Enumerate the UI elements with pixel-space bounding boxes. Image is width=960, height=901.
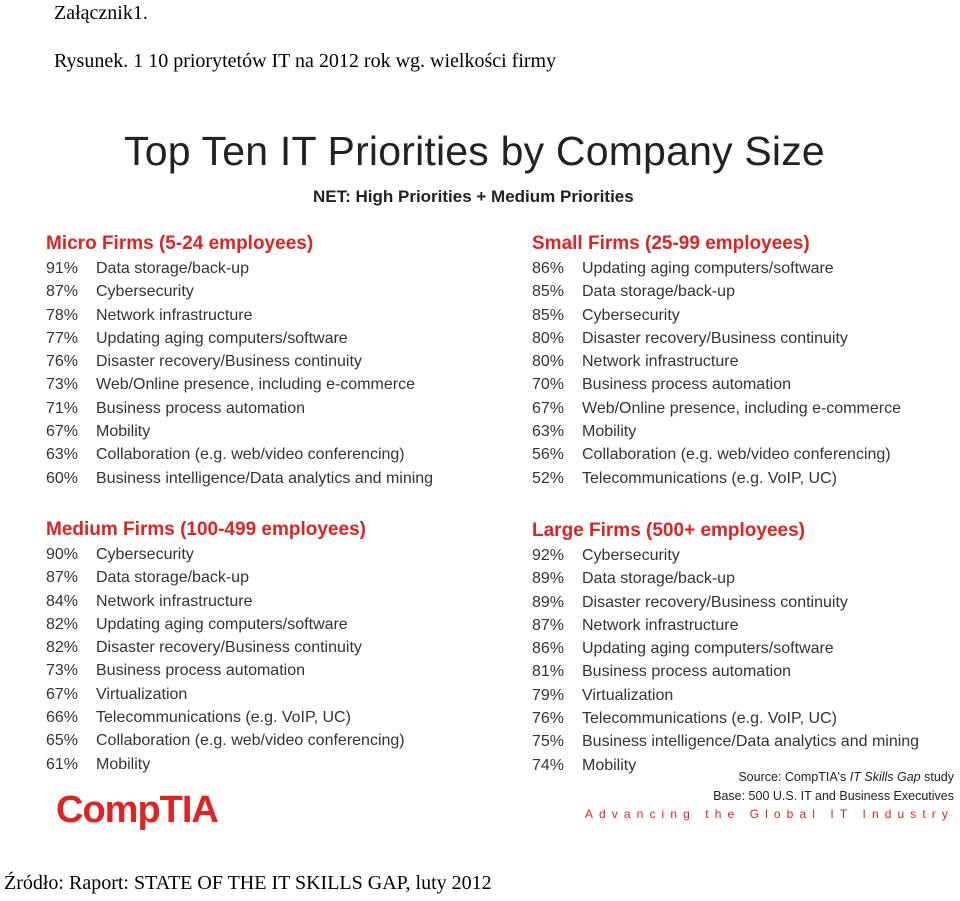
priority-label: Cybersecurity (582, 306, 680, 324)
comptia-logo-graphic (54, 784, 234, 834)
priority-label: Cybersecurity (96, 546, 194, 563)
priority-row (532, 707, 960, 730)
priority-percent: 81% (532, 663, 565, 681)
figure-caption: Rysunek. 1 10 priorytetów IT na 2012 rok wg. wielkości firmy (54, 50, 557, 72)
priority-row (46, 397, 486, 420)
priority-percent: 80% (532, 329, 565, 347)
priority-label: Mobility (582, 756, 637, 774)
priority-label: Data storage/back-up (96, 260, 249, 277)
priority-percent: 65% (46, 732, 79, 750)
priority-row (46, 753, 486, 776)
priority-percent: 92% (532, 547, 565, 564)
priority-label: Business intelligence/Data analytics and mining (582, 733, 920, 751)
priority-label: Telecommunications (e.g. VoIP, UC) (582, 710, 837, 728)
priority-row (532, 660, 960, 683)
priority-label: Disaster recovery/Business continuity (96, 353, 362, 371)
priority-percent: 90% (46, 546, 79, 563)
priority-row (532, 373, 960, 396)
priority-row (532, 591, 960, 614)
priority-row (46, 327, 486, 350)
priority-label: Web/Online presence, including e-commerce (96, 376, 415, 394)
priority-label: Cybersecurity (96, 283, 194, 301)
small-firms-block (532, 231, 960, 490)
comptia-logo-text: CompTIA (56, 789, 218, 831)
priority-percent: 80% (532, 353, 565, 371)
priority-percent: 75% (532, 733, 565, 751)
priority-label: Updating aging computers/software (96, 615, 348, 633)
priority-row (46, 280, 486, 303)
medium-firms-block (46, 517, 486, 776)
priority-label: Virtualization (96, 685, 188, 703)
priority-label: Disaster recovery/Business continuity (582, 329, 848, 347)
source-line (713, 768, 954, 787)
priority-percent: 70% (532, 376, 565, 394)
priority-label: Cybersecurity (582, 547, 680, 564)
priority-row (532, 567, 960, 590)
priority-percent: 89% (532, 570, 565, 588)
priority-label: Data storage/back-up (582, 570, 735, 588)
priority-percent: 82% (46, 615, 79, 633)
priority-row (46, 683, 486, 706)
priority-label: Network infrastructure (582, 353, 739, 371)
priority-row (532, 544, 960, 567)
attachment-label: Załącznik1. (54, 2, 148, 24)
priority-percent: 74% (532, 756, 565, 774)
priority-row (46, 467, 486, 490)
priority-label: Network infrastructure (96, 592, 253, 610)
priority-label: Telecommunications (e.g. VoIP, UC) (582, 469, 837, 487)
priority-row (46, 257, 486, 280)
block-heading: Large Firms (500+ employees) (532, 520, 805, 541)
priority-label: Disaster recovery/Business continuity (582, 593, 848, 611)
priority-row (46, 420, 486, 443)
priority-row (532, 614, 960, 637)
priority-label: Mobility (582, 423, 637, 441)
source-prefix: Source: CompTIA's (738, 770, 850, 784)
priority-label: Network infrastructure (96, 306, 253, 324)
priority-label: Business process automation (582, 376, 791, 394)
priority-row (532, 637, 960, 660)
priority-label: Web/Online presence, including e-commerce (582, 399, 901, 417)
priority-label: Mobility (96, 423, 151, 441)
source-study: IT Skills Gap (849, 770, 921, 784)
priority-percent: 84% (46, 592, 79, 610)
priority-label: Network infrastructure (582, 616, 739, 634)
source-footer: Źródło: Raport: STATE OF THE IT SKILLS GAP, luty 2012 (4, 872, 492, 894)
priority-percent: 87% (46, 569, 79, 587)
priority-percent: 71% (46, 399, 79, 417)
priority-row (532, 350, 960, 373)
priority-row (46, 706, 486, 729)
priority-row (532, 304, 960, 327)
priority-row (46, 304, 486, 327)
priority-label: Collaboration (e.g. web/video conferencing) (96, 446, 405, 464)
priority-percent: 85% (532, 283, 565, 301)
priority-row (532, 327, 960, 350)
micro-firms-block (46, 231, 486, 490)
priority-percent: 91% (46, 260, 79, 277)
priority-row (532, 420, 960, 443)
priority-label: Collaboration (e.g. web/video conferencing) (96, 732, 405, 750)
priority-row (46, 613, 486, 636)
priority-percent: 73% (46, 376, 79, 394)
priority-label: Business intelligence/Data analytics and mining (96, 469, 434, 487)
block-heading: Micro Firms (5-24 employees) (46, 233, 314, 254)
priority-percent: 67% (532, 399, 565, 417)
priority-percent: 73% (46, 662, 79, 680)
priority-row (532, 730, 960, 753)
priority-percent: 85% (532, 306, 565, 324)
priority-percent: 76% (46, 353, 79, 371)
priority-label: Updating aging computers/software (582, 640, 834, 658)
block-heading: Medium Firms (100-499 employees) (46, 519, 366, 540)
priority-row (46, 729, 486, 752)
priority-label: Collaboration (e.g. web/video conferencing) (582, 446, 891, 464)
priority-percent: 86% (532, 260, 565, 277)
priority-row (532, 443, 960, 466)
comptia-logo (54, 784, 234, 834)
priority-percent: 52% (532, 469, 565, 487)
priority-label: Updating aging computers/software (582, 260, 834, 277)
priority-row (532, 684, 960, 707)
infographic-subtitle: NET: High Priorities + Medium Priorities (313, 187, 634, 206)
priority-label: Business process automation (96, 662, 305, 680)
priority-percent: 67% (46, 423, 79, 441)
priority-label: Virtualization (582, 686, 674, 704)
priority-percent: 87% (46, 283, 79, 301)
priority-label: Telecommunications (e.g. VoIP, UC) (96, 709, 351, 727)
priority-row (532, 257, 960, 280)
priority-percent: 87% (532, 616, 565, 634)
priority-row (46, 543, 486, 566)
priority-label: Mobility (96, 755, 151, 773)
priority-row (46, 636, 486, 659)
priority-row (46, 566, 486, 589)
priority-percent: 63% (46, 446, 79, 464)
priority-percent: 60% (46, 469, 79, 487)
priority-percent: 66% (46, 709, 79, 727)
priority-row (46, 443, 486, 466)
source-note (713, 768, 954, 806)
priority-percent: 89% (532, 593, 565, 611)
priority-row (532, 280, 960, 303)
block-heading: Small Firms (25-99 employees) (532, 233, 810, 254)
priority-label: Data storage/back-up (96, 569, 249, 587)
priority-percent: 78% (46, 306, 79, 324)
priority-row (532, 397, 960, 420)
priority-row (46, 350, 486, 373)
priority-label: Data storage/back-up (582, 283, 735, 301)
base-line: Base: 500 U.S. IT and Business Executives (713, 789, 954, 803)
priority-percent: 82% (46, 639, 79, 657)
infographic (40, 118, 960, 830)
priority-row (532, 467, 960, 490)
infographic-title: Top Ten IT Priorities by Company Size (124, 128, 825, 174)
priority-label: Disaster recovery/Business continuity (96, 639, 362, 657)
tagline: Advancing the Global IT Industry (584, 807, 954, 821)
priority-percent: 77% (46, 329, 79, 347)
priority-label: Business process automation (582, 663, 791, 681)
large-firms-block (532, 518, 960, 777)
priority-row (46, 659, 486, 682)
priority-percent: 79% (532, 686, 565, 704)
source-suffix: study (920, 770, 954, 784)
priority-percent: 63% (532, 423, 565, 441)
priority-percent: 61% (46, 755, 79, 773)
priority-label: Business process automation (96, 399, 305, 417)
priority-percent: 76% (532, 710, 565, 728)
priority-row (46, 590, 486, 613)
priority-label: Updating aging computers/software (96, 329, 348, 347)
priority-row (46, 373, 486, 396)
priority-percent: 56% (532, 446, 565, 464)
priority-percent: 67% (46, 685, 79, 703)
priority-percent: 86% (532, 640, 565, 658)
